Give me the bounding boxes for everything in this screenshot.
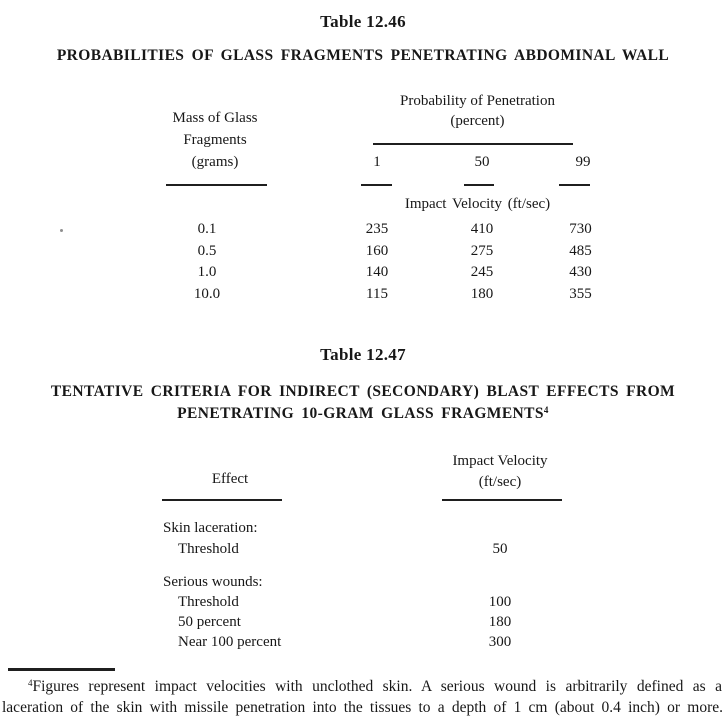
row-value: 50 <box>492 541 508 557</box>
velocity-1-percent: 140 <box>365 264 389 280</box>
velocity-header-line-1: Impact Velocity <box>452 453 548 469</box>
footnote-text-line-1: Figures represent impact velocities with unclothed skin. A serious wound is arbitrarily defined as a <box>32 678 722 695</box>
scan-artifact-dot <box>60 229 63 232</box>
footnote-marker: 4 <box>28 678 33 688</box>
probability-header-line-2: (percent) <box>450 113 505 129</box>
effect-header-rule <box>162 499 282 501</box>
mass-value: 0.5 <box>197 243 217 259</box>
table-47-caption: Table 12.47 <box>320 345 406 364</box>
title-footnote-marker: 4 <box>543 405 549 415</box>
footnote-separator-rule <box>8 668 115 671</box>
mass-header-line-3: (grams) <box>191 154 239 170</box>
title-line-2-text: PENETRATING 10-GRAM GLASS FRAGMENTS <box>177 405 544 422</box>
group-heading-serious-wounds: Serious wounds: <box>163 574 263 590</box>
percent-column-rule-99 <box>559 184 590 186</box>
velocity-99-percent: 430 <box>569 264 592 280</box>
table-46-probability-group-header <box>345 91 610 131</box>
velocity-1-percent: 160 <box>365 243 389 259</box>
table-47-title-line-1: TENTATIVE CRITERIA FOR INDIRECT (SECONDARY) BLAST EFFECTS FROM <box>50 383 676 400</box>
percent-column-header-99: 99 <box>575 154 591 170</box>
percent-column-rule-50 <box>464 184 494 186</box>
mass-value: 10.0 <box>193 286 221 302</box>
velocity-header-line-2: (ft/sec) <box>478 474 522 490</box>
mass-header-line-1: Mass of Glass <box>172 110 258 126</box>
row-label: Threshold <box>178 541 239 557</box>
effect-column-header: Effect <box>211 471 249 487</box>
table-46-mass-column-header <box>145 107 285 173</box>
mass-header-rule <box>166 184 267 186</box>
velocity-1-percent: 115 <box>366 286 388 302</box>
velocity-50-percent: 275 <box>470 243 494 259</box>
row-label: Near 100 percent <box>178 634 282 650</box>
table-47-velocity-column-header <box>420 451 580 493</box>
group-heading-skin-laceration: Skin laceration: <box>163 520 258 536</box>
mass-header-line-2: Fragments <box>183 132 247 148</box>
velocity-99-percent: 730 <box>569 221 592 237</box>
footnote-line-2: laceration of the skin with missile penetration into the tissues to a depth of 1 cm (about 0.4 inch) or more. <box>2 699 723 716</box>
probability-header-line-1: Probability of Penetration <box>400 93 555 109</box>
table-46-caption: Table 12.46 <box>320 12 406 31</box>
table-46-title: PROBABILITIES OF GLASS FRAGMENTS PENETRATING ABDOMINAL WALL <box>56 47 670 64</box>
percent-column-header-50: 50 <box>474 154 490 170</box>
row-value: 300 <box>488 634 512 650</box>
percent-column-header-1: 1 <box>373 154 381 170</box>
row-value: 100 <box>488 594 512 610</box>
table-47-title-line-2 <box>0 405 726 423</box>
velocity-1-percent: 235 <box>365 221 389 237</box>
percent-column-rule-1 <box>361 184 392 186</box>
mass-value: 0.1 <box>197 221 217 237</box>
row-label: Threshold <box>178 594 239 610</box>
velocity-99-percent: 355 <box>569 286 592 302</box>
row-value: 180 <box>488 614 512 630</box>
velocity-header-rule <box>442 499 562 501</box>
mass-value: 1.0 <box>197 264 217 280</box>
table-46-velocity-span-header: Impact Velocity (ft/sec) <box>404 196 551 212</box>
probability-header-rule <box>373 143 573 145</box>
row-label: 50 percent <box>178 614 241 630</box>
footnote-line-1 <box>0 678 726 696</box>
velocity-99-percent: 485 <box>569 243 592 259</box>
velocity-50-percent: 245 <box>470 264 494 280</box>
velocity-50-percent: 180 <box>470 286 494 302</box>
velocity-50-percent: 410 <box>470 221 494 237</box>
